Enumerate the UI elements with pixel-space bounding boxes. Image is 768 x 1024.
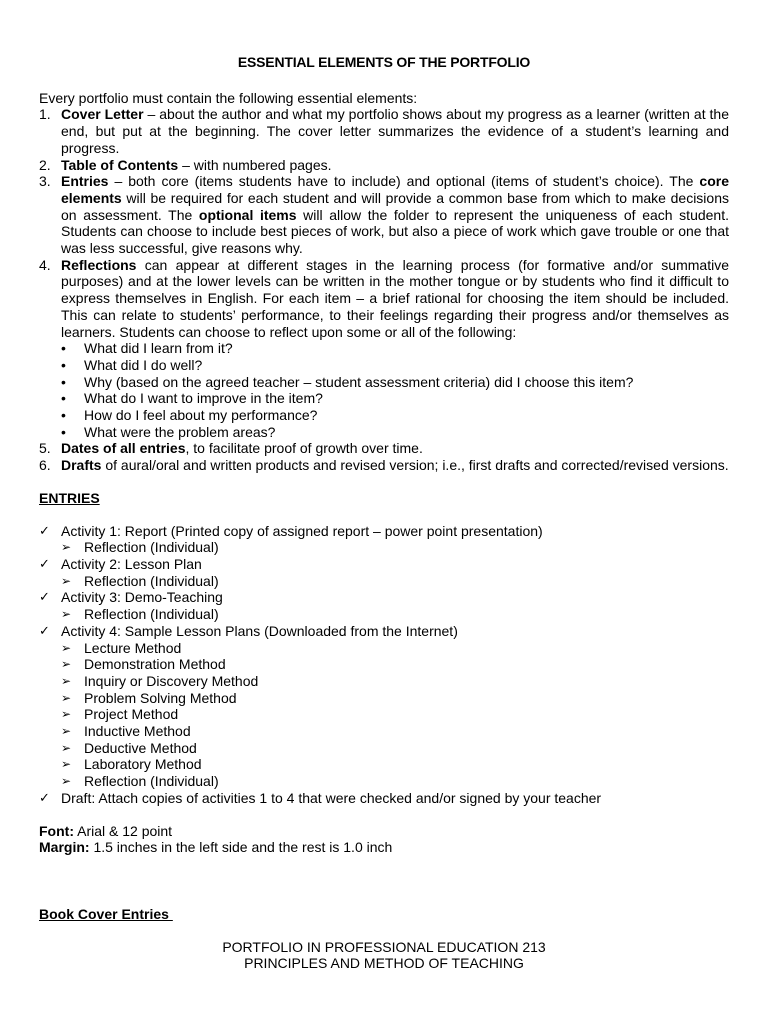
document-page [39,54,729,972]
element-term: Drafts [61,457,102,474]
entries-heading: ENTRIES [39,489,100,506]
sub-item-text: Deductive Method [84,739,197,756]
element-item-drafts [39,457,729,474]
entry-item [39,790,729,807]
sub-item-text: Problem Solving Method [84,689,237,706]
entry-item [39,556,729,589]
element-description: will allow the folder to represent the uniqueness of each student. Students can choose to include best pieces of work, but also a piece of work which gave trouble or one that was less successful, give reasons why. [61,206,729,257]
book-cover-line-2: PRINCIPLES AND METHOD OF TEACHING [244,955,524,972]
book-cover-heading: Book Cover Entries [39,905,173,922]
entry-sub-list [61,606,729,623]
document-title: ESSENTIAL ELEMENTS OF THE PORTFOLIO [237,54,531,70]
element-term: Cover Letter [61,106,144,123]
entry-item [39,623,729,790]
check-icon: ✓ [39,622,50,638]
entry-sub-list [61,539,729,556]
item-number: 4. [39,256,51,273]
arrowhead-icon: ➢ [61,607,72,622]
element-description: of aural/oral and written products and revised version; i.e., first drafts and corrected/revised versions. [101,457,729,474]
sub-list-item [61,756,729,773]
entries-list [39,523,729,807]
reflection-questions-list [61,340,729,440]
sub-item-text: Laboratory Method [84,756,202,773]
element-description: – about the author and what my portfolio shows about my progress as a learner (written at the end, but put at the beginning. The cover letter summarizes the evidence of a student’s learning and progress. [61,106,729,156]
arrowhead-icon: ➢ [61,724,72,739]
font-value: Arial & 12 point [73,822,173,839]
intro-text: Every portfolio must contain the following essential elements: [39,89,418,106]
element-term: Entries [61,173,109,190]
element-term: core elements [61,173,729,206]
element-description: can appear at different stages in the learning process (for formative and/or summative purposes) and at the lower levels can be written in the mother tongue or by students who find it difficult to express themselves in English. For each item – a brief rational for choosing the item should be included. This can relate to students’ performance, to their feelings regarding their progress and/or themselves as learners. Students can choose to reflect upon some or all of the following: [61,256,729,340]
item-number: 6. [39,457,51,474]
arrowhead-icon: ➢ [61,657,72,672]
entry-item [39,589,729,622]
font-spec [39,823,729,840]
arrowhead-icon: ➢ [61,673,72,688]
sub-list-item [61,773,729,790]
element-description: – with numbered pages. [178,156,332,173]
sub-item-text: Lecture Method [84,639,182,656]
arrowhead-icon: ➢ [61,707,72,722]
list-item: • What were the problem areas? [61,424,729,441]
sub-list-item [61,573,729,590]
element-item-reflections [39,257,729,441]
entry-text: Activity 3: Demo-Teaching [61,589,223,606]
entry-sub-list [61,573,729,590]
check-icon: ✓ [39,522,50,538]
margin-label: Margin: [39,839,90,856]
sub-list-item [61,673,729,690]
entry-text: Draft: Attach copies of activities 1 to 4 that were checked and/or signed by your teacher [61,789,602,806]
element-description: will be required for each student and will provide a common base from which to make decisions on assessment. The [61,189,729,223]
element-description: , to facilitate proof of growth over time. [185,440,423,457]
margin-value: 1.5 inches in the left side and the rest is 1.0 inch [89,839,393,856]
entry-sub-list [61,640,729,790]
list-item: • What did I learn from it? [61,340,729,357]
check-icon: ✓ [39,589,50,605]
arrowhead-icon: ➢ [61,690,72,705]
element-term: Table of Contents [61,156,179,173]
element-description: – both core (items students have to include) and optional (items of student’s choice). The [108,173,700,190]
element-item-table-of-contents [39,157,729,174]
font-label: Font: [39,822,74,839]
arrowhead-icon: ➢ [61,540,72,555]
sub-list-item [61,640,729,657]
book-cover-line-1: PORTFOLIO IN PROFESSIONAL EDUCATION 213 [222,938,546,955]
list-item: • How do I feel about my performance? [61,407,729,424]
sub-item-text: Inductive Method [84,723,191,740]
item-number: 3. [39,173,51,190]
arrowhead-icon: ➢ [61,740,72,755]
sub-list-item [61,740,729,757]
entry-text: Activity 4: Sample Lesson Plans (Downloaded from the Internet) [61,622,458,639]
essential-elements-list [39,106,729,473]
sub-list-item [61,723,729,740]
item-number: 2. [39,156,51,173]
sub-list-item [61,606,729,623]
element-item-dates [39,440,729,457]
element-term: Reflections [61,256,137,273]
list-item: • Why (based on the agreed teacher – student assessment criteria) did I choose this item? [61,374,729,391]
sub-item-text: Reflection (Individual) [84,539,219,556]
sub-list-item [61,690,729,707]
sub-list-item [61,656,729,673]
sub-item-text: Project Method [84,706,179,723]
list-item: • What did I do well? [61,357,729,374]
list-item: • What do I want to improve in the item? [61,390,729,407]
arrowhead-icon: ➢ [61,573,72,588]
item-number: 1. [39,106,51,123]
sub-item-text: Inquiry or Discovery Method [84,672,259,689]
sub-item-text: Demonstration Method [84,656,226,673]
entry-item [39,523,729,556]
element-term: optional items [198,206,297,223]
element-item-entries [39,173,729,257]
check-icon: ✓ [39,789,50,805]
element-term: Dates of all entries [61,440,186,457]
item-number: 5. [39,440,51,457]
entry-text: Activity 1: Report (Printed copy of assigned report – power point presentation) [61,522,543,539]
sub-list-item [61,539,729,556]
arrowhead-icon: ➢ [61,640,72,655]
sub-item-text: Reflection (Individual) [84,606,219,623]
sub-item-text: Reflection (Individual) [84,773,219,790]
sub-item-text: Reflection (Individual) [84,572,219,589]
arrowhead-icon: ➢ [61,774,72,789]
arrowhead-icon: ➢ [61,757,72,772]
margin-spec [39,839,729,856]
check-icon: ✓ [39,555,50,571]
sub-list-item [61,706,729,723]
entry-text: Activity 2: Lesson Plan [61,555,202,572]
element-item-cover-letter [39,106,729,156]
